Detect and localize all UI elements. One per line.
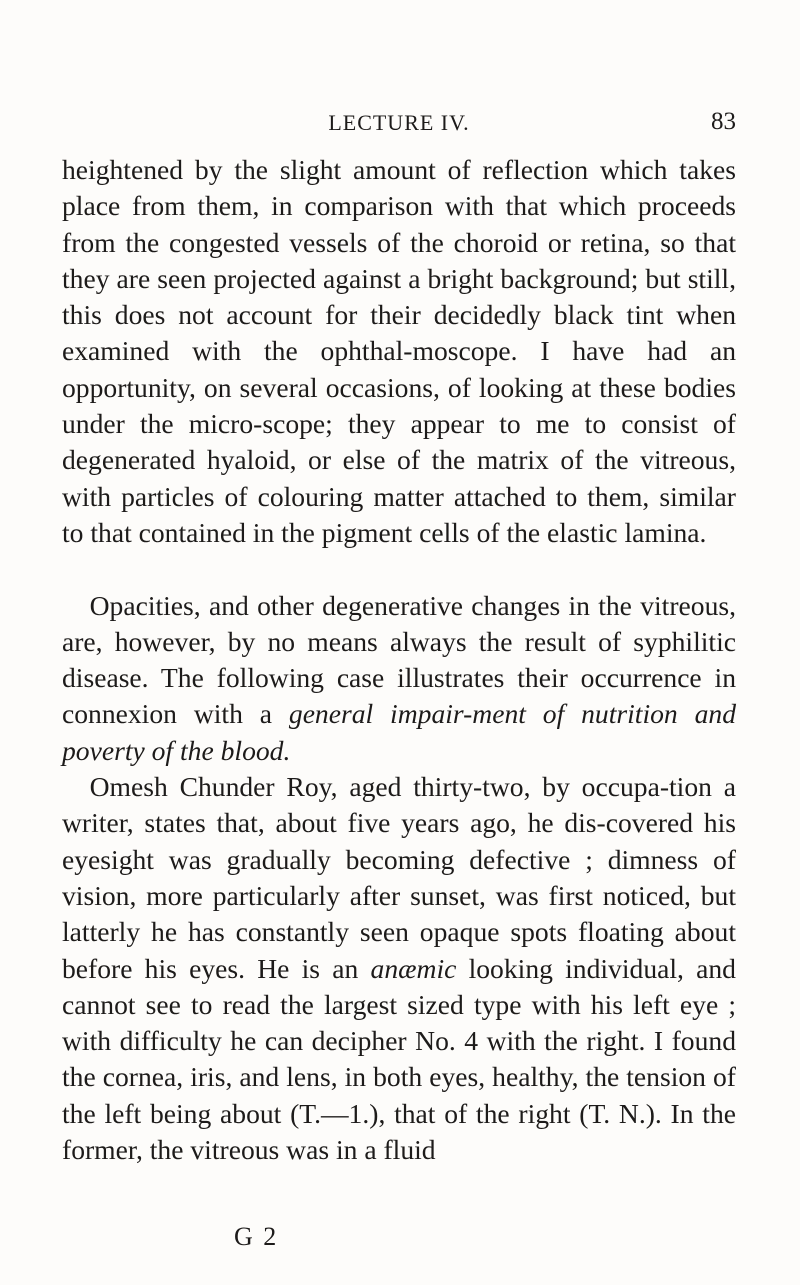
paragraph-gap [62, 551, 736, 587]
paragraph-opacities [62, 588, 736, 769]
body-text [62, 152, 736, 1168]
paragraph-continuation [62, 152, 736, 551]
text-segment: Omesh Chunder Roy, aged thirty-two, by occupa-tion a writer, states that, about five years ago, he dis-covered his eyesight was gradually becoming defective ; dimness of vision, more particularly after sunset, was first noticed, but latterly he has constantly seen opaque spots floating about before his eyes. He is an [62, 771, 736, 984]
text-segment: looking individual, and cannot see to read the largest sized type with his left eye ; with difficulty he can decipher No. 4 with the right. I found the cornea, iris, and lens, in both eyes, healthy, the tension of the left being about (T.—1.), that of the right (T. N.). In the former, the vitreous was in a fluid [62, 952, 736, 1166]
signature-mark: G 2 [234, 1222, 279, 1251]
paragraph-case-report [62, 769, 736, 1168]
running-head [62, 110, 736, 140]
text-segment: heightened by the slight amount of reflection which takes place from them, in comparison with that which proceeds from the congested vessels of the choroid or retina, so that they are seen projected against a bright background; but still, this does not account for their decidedly black tint when examined with the ophthal-moscope. I have had an opportunity, on several occasions, of looking at these bodies under the micro-scope; they appear to me to consist of degenerated hyaloid, or else of the matrix of the vitreous, with particles of colouring matter attached to them, similar to that contained in the pigment cells of the elastic lamina. [62, 154, 736, 548]
italic-segment: general impair-ment of nutrition and poverty of the blood. [62, 698, 736, 766]
italic-segment: anæmic [370, 952, 457, 984]
text-segment: Opacities, and other degenerative changes in the vitreous, are, however, by no means always the result of syphilitic disease. The following case illustrates their occurrence in connexion with a [62, 589, 736, 730]
page-number: 83 [711, 108, 736, 135]
running-title: LECTURE IV. [328, 110, 470, 135]
